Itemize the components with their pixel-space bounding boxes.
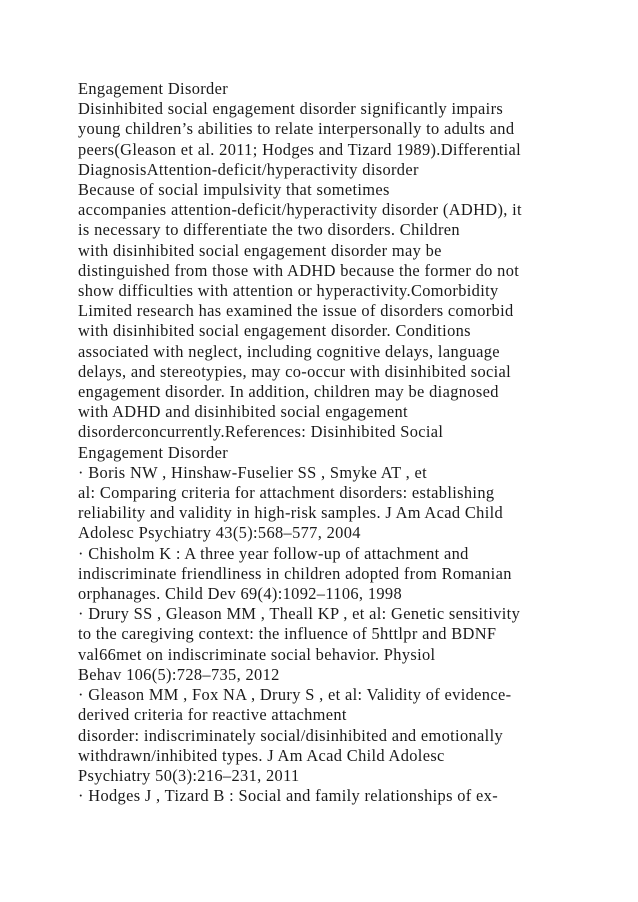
text-line: withdrawn/inhibited types. J Am Acad Child Adolesc bbox=[78, 745, 445, 765]
text-line: Adolesc Psychiatry 43(5):568–577, 2004 bbox=[78, 523, 361, 543]
text-line: young children’s abilities to relate interpersonally to adults and bbox=[78, 119, 515, 139]
text-line: Psychiatry 50(3):216–231, 2011 bbox=[78, 765, 300, 785]
text-line: disorderconcurrently.References: Disinhibited Social bbox=[78, 422, 444, 442]
text-line: Behav 106(5):728–735, 2012 bbox=[78, 664, 280, 684]
text-line: Engagement Disorder bbox=[78, 79, 229, 98]
reference-item: · Boris NW , Hinshaw-Fuselier SS , Smyke AT , et bbox=[78, 462, 428, 482]
text-line: derived criteria for reactive attachment bbox=[78, 705, 347, 725]
text-line: al: Comparing criteria for attachment disorders: establishing bbox=[78, 483, 495, 503]
reference-item: · Hodges J , Tizard B : Social and family relationships of ex- bbox=[78, 786, 499, 806]
text-line: delays, and stereotypies, may co-occur with disinhibited social bbox=[78, 361, 512, 381]
text-line: peers(Gleason et al. 2011; Hodges and Tizard 1989).Differential bbox=[78, 139, 522, 159]
reference-item: · Drury SS , Gleason MM , Theall KP , et al: Genetic sensitivity bbox=[78, 604, 521, 624]
text-line: val66met on indiscriminate social behavior. Physiol bbox=[78, 644, 436, 664]
text-line: orphanages. Child Dev 69(4):1092–1106, 1998 bbox=[78, 584, 402, 604]
text-line: associated with neglect, including cognitive delays, language bbox=[78, 341, 500, 361]
text-line: engagement disorder. In addition, children may be diagnosed bbox=[78, 382, 499, 402]
text-line: disorder: indiscriminately social/disinhibited and emotionally bbox=[78, 725, 504, 745]
text-line: is necessary to differentiate the two disorders. Children bbox=[78, 220, 460, 240]
text-line: Engagement Disorder bbox=[78, 442, 229, 462]
reference-item: · Chisholm K : A three year follow-up of attachment and bbox=[78, 543, 469, 563]
text-line: accompanies attention-deficit/hyperactivity disorder (ADHD), it bbox=[78, 200, 522, 220]
body-text bbox=[78, 79, 598, 806]
text-line: DiagnosisAttention-deficit/hyperactivity disorder bbox=[78, 159, 419, 179]
text-line: with ADHD and disinhibited social engagement bbox=[78, 402, 408, 422]
text-line: reliability and validity in high-risk samples. J Am Acad Child bbox=[78, 503, 504, 523]
text-line: Because of social impulsivity that sometimes bbox=[78, 180, 390, 200]
text-line: with disinhibited social engagement disorder. Conditions bbox=[78, 321, 471, 341]
text-line: distinguished from those with ADHD because the former do not bbox=[78, 260, 520, 280]
reference-item: · Gleason MM , Fox NA , Drury S , et al: Validity of evidence- bbox=[78, 685, 512, 705]
text-line: indiscriminate friendliness in children adopted from Romanian bbox=[78, 563, 512, 583]
text-line: Disinhibited social engagement disorder significantly impairs bbox=[78, 99, 504, 119]
text-line: show difficulties with attention or hyperactivity.Comorbidity bbox=[78, 281, 499, 301]
text-line: Limited research has examined the issue of disorders comorbid bbox=[78, 301, 514, 321]
text-line: with disinhibited social engagement disorder may be bbox=[78, 240, 442, 260]
text-line: to the caregiving context: the influence of 5httlpr and BDNF bbox=[78, 624, 497, 644]
